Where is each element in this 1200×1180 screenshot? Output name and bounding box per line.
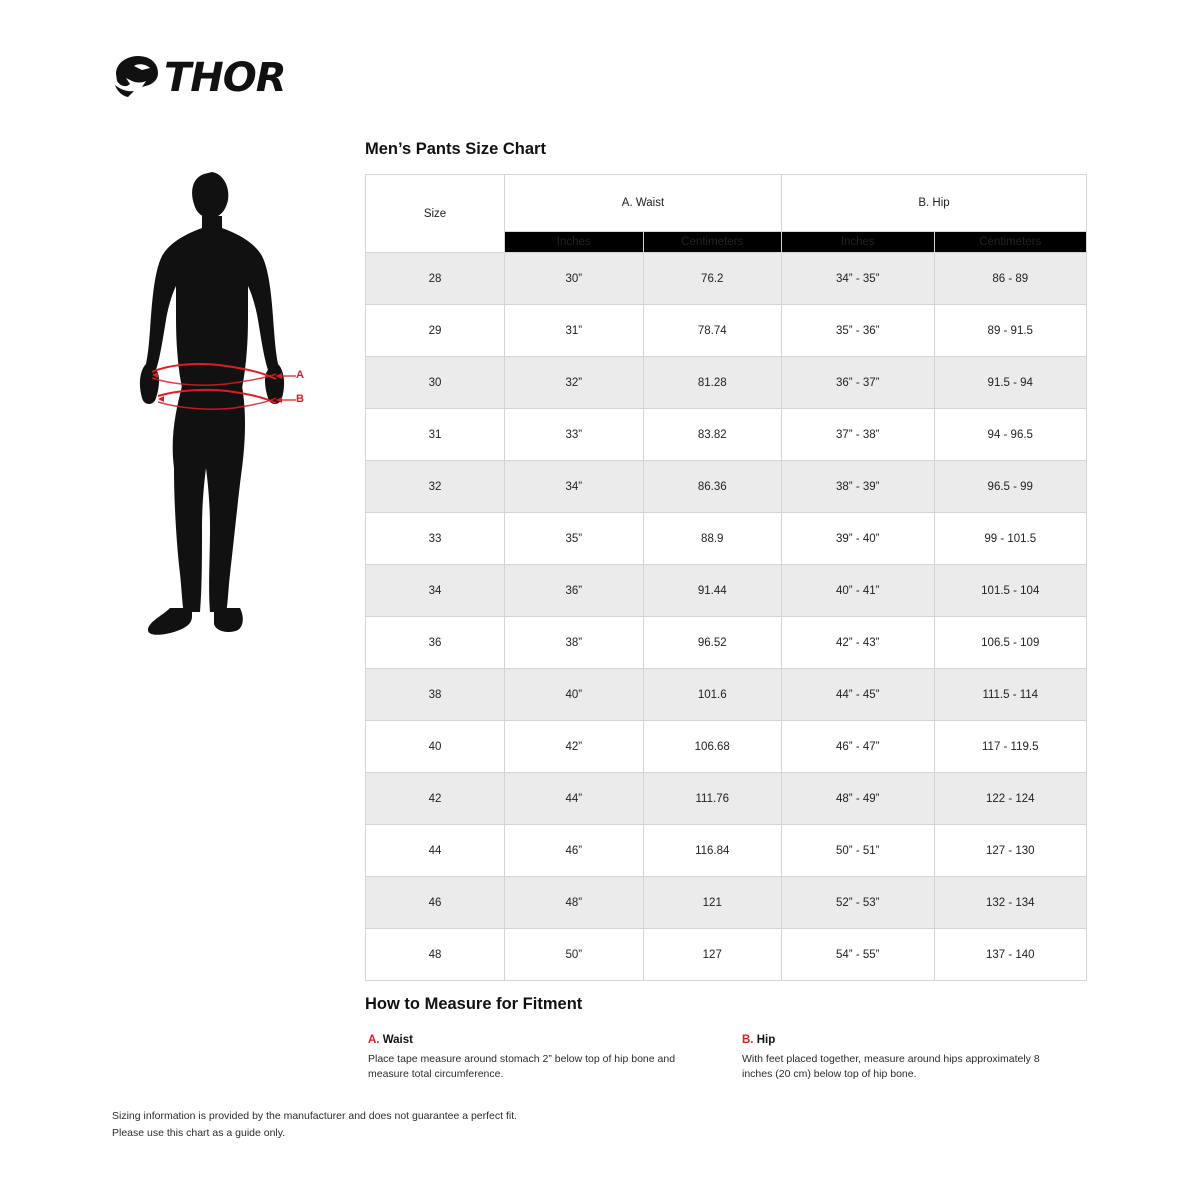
page-title: Men’s Pants Size Chart [365, 140, 546, 158]
cell-size: 46 [366, 877, 505, 929]
cell-waist-cm: 116.84 [643, 825, 782, 877]
howto-waist-heading [368, 1033, 698, 1048]
cell-hip-inches: 35” - 36” [782, 305, 935, 357]
howto-waist-label: Waist [379, 1034, 413, 1046]
cell-hip-cm: 89 - 91.5 [934, 305, 1087, 357]
cell-hip-inches: 50” - 51” [782, 825, 935, 877]
cell-waist-inches: 31” [505, 305, 644, 357]
howto-hip-mark: B. [742, 1034, 754, 1046]
cell-waist-inches: 38” [505, 617, 644, 669]
cell-hip-cm: 111.5 - 114 [934, 669, 1087, 721]
cell-hip-inches: 36” - 37” [782, 357, 935, 409]
howto-title: How to Measure for Fitment [365, 995, 583, 1013]
cell-waist-cm: 121 [643, 877, 782, 929]
cell-waist-cm: 106.68 [643, 721, 782, 773]
howto-hip [742, 1033, 1072, 1082]
brand-name: THOR [164, 55, 286, 101]
cell-hip-inches: 52” - 53” [782, 877, 935, 929]
header-size: Size [366, 175, 505, 253]
cell-hip-inches: 39” - 40” [782, 513, 935, 565]
header-hip-inches: Inches [782, 232, 935, 253]
cell-waist-inches: 35” [505, 513, 644, 565]
table-row [366, 721, 1087, 773]
brand-logo [112, 54, 292, 106]
body-figure [130, 168, 330, 648]
cell-waist-cm: 81.28 [643, 357, 782, 409]
table-row [366, 357, 1087, 409]
cell-size: 34 [366, 565, 505, 617]
cell-waist-inches: 34” [505, 461, 644, 513]
header-hip-group: B. Hip [782, 175, 1087, 232]
cell-waist-cm: 88.9 [643, 513, 782, 565]
cell-waist-cm: 86.36 [643, 461, 782, 513]
header-waist-cm: Centimeters [643, 232, 782, 253]
cell-waist-cm: 83.82 [643, 409, 782, 461]
cell-size: 29 [366, 305, 505, 357]
cell-waist-inches: 46” [505, 825, 644, 877]
cell-waist-inches: 32” [505, 357, 644, 409]
cell-hip-cm: 137 - 140 [934, 929, 1087, 981]
cell-hip-inches: 38” - 39” [782, 461, 935, 513]
cell-size: 40 [366, 721, 505, 773]
cell-size: 38 [366, 669, 505, 721]
cell-waist-cm: 96.52 [643, 617, 782, 669]
table-row [366, 929, 1087, 981]
cell-waist-cm: 111.76 [643, 773, 782, 825]
cell-hip-inches: 34” - 35” [782, 253, 935, 305]
callout-label-b: B [296, 393, 304, 405]
howto-hip-text: With feet placed together, measure around hips approximately 8 inches (20 cm) below top of hip bone. [742, 1053, 1040, 1080]
table-row [366, 669, 1087, 721]
cell-waist-inches: 36” [505, 565, 644, 617]
cell-size: 48 [366, 929, 505, 981]
cell-waist-inches: 30” [505, 253, 644, 305]
table-row [366, 409, 1087, 461]
cell-hip-cm: 99 - 101.5 [934, 513, 1087, 565]
table-row [366, 513, 1087, 565]
cell-waist-inches: 42” [505, 721, 644, 773]
cell-waist-cm: 127 [643, 929, 782, 981]
cell-hip-cm: 91.5 - 94 [934, 357, 1087, 409]
header-hip-cm: Centimeters [934, 232, 1087, 253]
cell-size: 33 [366, 513, 505, 565]
table-row [366, 305, 1087, 357]
cell-size: 31 [366, 409, 505, 461]
footnote [112, 1108, 517, 1142]
table-row [366, 773, 1087, 825]
cell-size: 30 [366, 357, 505, 409]
cell-hip-cm: 127 - 130 [934, 825, 1087, 877]
table-row [366, 461, 1087, 513]
cell-waist-inches: 48” [505, 877, 644, 929]
cell-hip-inches: 46” - 47” [782, 721, 935, 773]
footnote-line-2: Please use this chart as a guide only. [112, 1127, 286, 1139]
howto-waist-text: Place tape measure around stomach 2” below top of hip bone and measure total circumference. [368, 1053, 676, 1080]
howto-waist-mark: A. [368, 1034, 380, 1046]
header-waist-inches: Inches [505, 232, 644, 253]
footnote-line-1: Sizing information is provided by the manufacturer and does not guarantee a perfect fit. [112, 1110, 518, 1122]
cell-hip-cm: 94 - 96.5 [934, 409, 1087, 461]
cell-hip-cm: 96.5 - 99 [934, 461, 1087, 513]
table-row [366, 253, 1087, 305]
cell-hip-inches: 40” - 41” [782, 565, 935, 617]
cell-hip-cm: 132 - 134 [934, 877, 1087, 929]
cell-waist-inches: 33” [505, 409, 644, 461]
size-chart-table [365, 174, 1087, 981]
howto-waist [368, 1033, 698, 1082]
table-row [366, 825, 1087, 877]
cell-hip-inches: 54” - 55” [782, 929, 935, 981]
table-header [366, 175, 1087, 253]
cell-waist-cm: 78.74 [643, 305, 782, 357]
cell-waist-inches: 40” [505, 669, 644, 721]
cell-waist-inches: 44” [505, 773, 644, 825]
male-body-silhouette-icon [130, 168, 330, 648]
table-body [366, 253, 1087, 981]
table-group-header-row [366, 175, 1087, 232]
cell-waist-cm: 101.6 [643, 669, 782, 721]
cell-size: 28 [366, 253, 505, 305]
cell-waist-inches: 50” [505, 929, 644, 981]
cell-waist-cm: 91.44 [643, 565, 782, 617]
cell-waist-cm: 76.2 [643, 253, 782, 305]
howto-hip-label: Hip [753, 1034, 776, 1046]
callout-label-a: A [296, 369, 304, 381]
cell-hip-inches: 42” - 43” [782, 617, 935, 669]
cell-hip-cm: 101.5 - 104 [934, 565, 1087, 617]
thor-helmet-icon [112, 54, 162, 102]
cell-hip-cm: 117 - 119.5 [934, 721, 1087, 773]
cell-size: 44 [366, 825, 505, 877]
cell-hip-cm: 106.5 - 109 [934, 617, 1087, 669]
howto-hip-heading [742, 1033, 1072, 1048]
cell-hip-inches: 48” - 49” [782, 773, 935, 825]
table-row [366, 617, 1087, 669]
cell-size: 42 [366, 773, 505, 825]
cell-size: 36 [366, 617, 505, 669]
table-row [366, 877, 1087, 929]
table-row [366, 565, 1087, 617]
cell-hip-inches: 37” - 38” [782, 409, 935, 461]
cell-size: 32 [366, 461, 505, 513]
cell-hip-inches: 44” - 45” [782, 669, 935, 721]
cell-hip-cm: 86 - 89 [934, 253, 1087, 305]
cell-hip-cm: 122 - 124 [934, 773, 1087, 825]
header-waist-group: A. Waist [505, 175, 782, 232]
